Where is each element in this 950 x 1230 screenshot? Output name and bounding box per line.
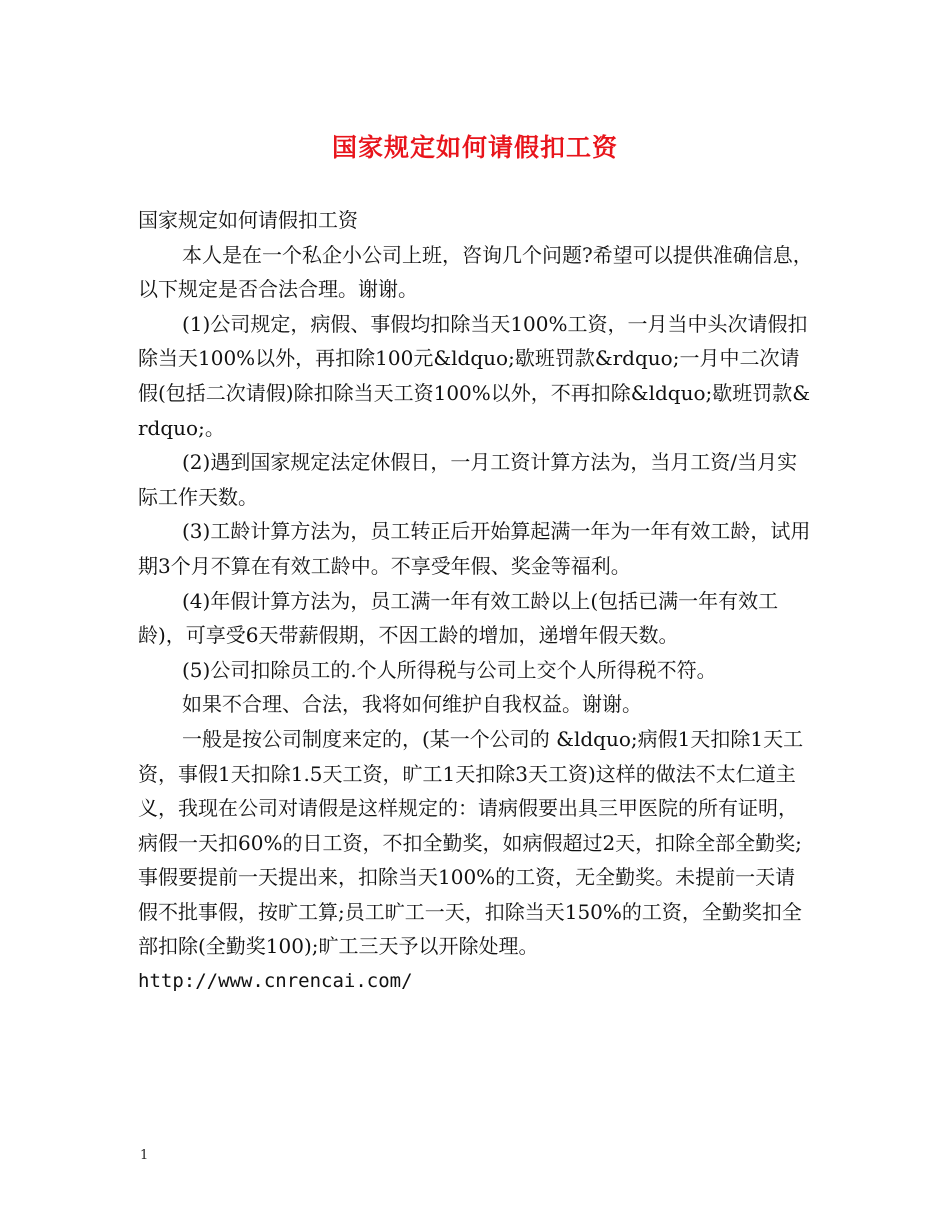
source-url: http://www.cnrencai.com/ (138, 970, 413, 993)
paragraph-question-1: (1)公司规定，病假、事假均扣除当天100%工资，一月当中头次请假扣除当天100%以外，再扣除100元&ldquo;歇班罚款&rdquo;一月中二次请假(包括二次请假)除扣除当天工资100%以外，不再扣除&ldquo;歇班罚款&rdquo;。 (138, 311, 811, 440)
paragraph-closing-question: 如果不合理、合法，我将如何维护自我权益。谢谢。 (182, 692, 642, 717)
paragraph-question-2: (2)遇到国家规定法定休假日，一月工资计算方法为，当月工资/当月实际工作天数。 (138, 450, 798, 509)
page-number: 1 (140, 1148, 149, 1163)
paragraph-question-5: (5)公司扣除员工的.个人所得税与公司上交个人所得税不符。 (182, 657, 717, 682)
paragraph-question-3: (3)工龄计算方法为，员工转正后开始算起满一年为一年有效工龄，试用期3个月不算在有效工龄中。不享受年假、奖金等福利。 (138, 519, 811, 578)
document-body (138, 203, 814, 999)
paragraph-answer: 一般是按公司制度来定的，(某一个公司的 &ldquo;病假1天扣除1天工资，事假1天扣除1.5天工资，旷工1天扣除3天工资)这样的做法不太仁道主义，我现在公司对请假是这样规定的：请病假要出具三甲医院的所有证明，病假一天扣60%的日工资，不扣全勤奖，如病假超过2天，扣除全部全勤奖;事假要提前一天提出来，扣除当天100%的工资，无全勤奖。未提前一天请假不批事假，按旷工算;员工旷工一天，扣除当天150%的工资，全勤奖扣全部扣除(全勤奖100);旷工三天予以开除处理。 (138, 726, 804, 959)
paragraph-question-4: (4)年假计算方法为，员工满一年有效工龄以上(包括已满一年有效工龄)，可享受6天带薪假期，不因工龄的增加，递增年假天数。 (138, 588, 779, 648)
document-title: 国家规定如何请假扣工资 (331, 133, 618, 162)
document-subtitle: 国家规定如何请假扣工资 (138, 208, 358, 232)
paragraph-intro: 本人是在一个私企小公司上班，咨询几个问题?希望可以提供准确信息，以下规定是否合法合理。谢谢。 (138, 242, 813, 302)
